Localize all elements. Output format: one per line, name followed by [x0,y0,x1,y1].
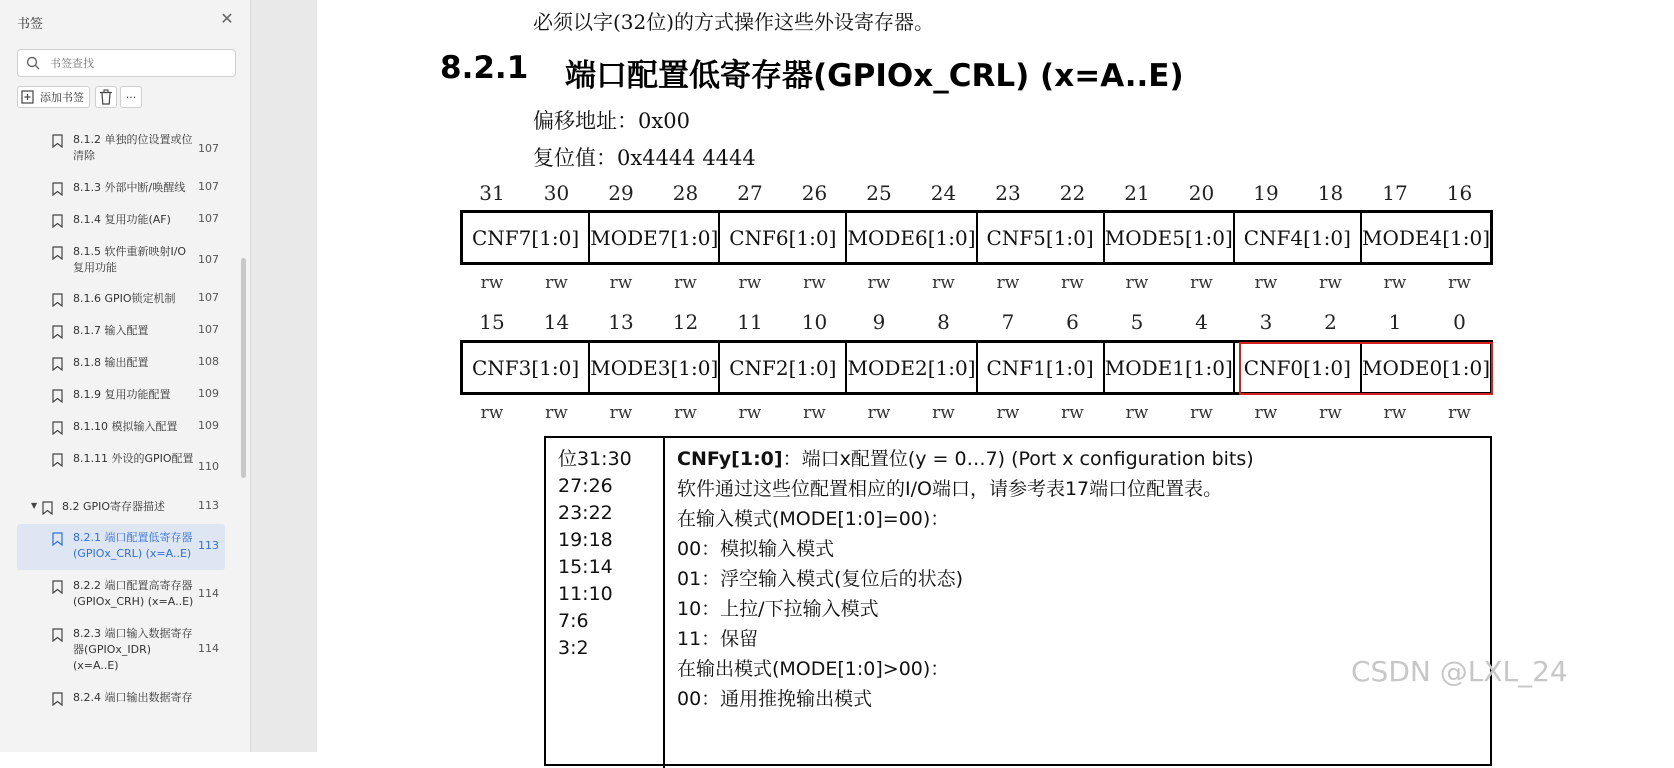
field-description-table [544,436,1492,766]
bit-number: 5 [1130,310,1144,334]
access-label: rw [738,273,762,293]
bookmark-item[interactable] [17,690,225,708]
bit-range: 11:10 [558,583,613,605]
viewer-gutter [251,0,317,752]
desc-line: 00：通用推挽输出模式 [677,688,873,710]
bookmark-icon [52,293,63,307]
bookmark-label: 8.1.11 外设的GPIO配置 [73,452,194,465]
access-label: rw [480,403,504,423]
bookmark-label: 8.1.3 外部中断/唤醒线 [73,181,186,194]
bookmark-item[interactable] [17,578,225,612]
bit-number: 3 [1259,310,1273,334]
bit-number: 11 [737,310,763,334]
bookmark-icon [52,246,63,260]
bit-range: 位31:30 [558,448,632,470]
access-label: rw [932,403,955,423]
bookmark-page: 109 [198,387,219,400]
bookmark-page: 107 [198,180,219,193]
bookmark-sidebar [0,0,251,752]
bookmark-label: 8.1.2 单独的位设置或位清除 [73,133,193,162]
document-page [317,0,1674,752]
bit-range: 3:2 [558,637,589,659]
desc-line: 在输入模式(MODE[1:0]=00)： [677,508,950,530]
bookmark-label: 8.2.4 端口输出数据寄存 [73,691,193,704]
watermark: CSDN @LXL_24 [1351,655,1568,688]
bookmark-item[interactable] [17,180,225,198]
bookmark-label: 8.2.2 端口配置高寄存器(GPIOx_CRH) (x=A..E) [73,579,194,608]
bookmark-page: 114 [198,642,219,655]
access-label: rw [1319,273,1342,293]
register-field: CNF3[1:0] [463,343,590,392]
more-options-button[interactable] [120,86,142,108]
bit-range: 7:6 [558,610,589,632]
bookmark-label: 8.1.10 模拟输入配置 [73,420,178,433]
access-label: rw [996,403,1020,423]
bookmark-icon [52,134,63,148]
add-bookmark-button[interactable] [17,86,90,108]
bookmark-page: 107 [198,212,219,225]
bookmark-page: 114 [198,587,219,600]
bookmark-search-box[interactable] [17,49,236,77]
bit-number: 14 [543,310,570,334]
bit-number: 4 [1195,310,1208,334]
bit-range: 15:14 [558,556,613,578]
bookmark-item[interactable] [17,323,225,341]
access-label: rw [1061,273,1084,293]
desc-title-bold: CNFy[1:0] [677,448,783,470]
add-bookmark-icon [18,89,40,105]
reset-value: 复位值：0x4444 4444 [533,146,756,170]
bit-number: 23 [995,181,1021,205]
bookmark-label: 8.1.4 复用功能(AF) [73,213,171,226]
bit-number: 15 [479,310,505,334]
bit-number: 12 [672,310,699,334]
desc-line: 00：模拟输入模式 [677,538,835,560]
bit-range: 23:22 [558,502,613,524]
bit-number: 20 [1188,181,1215,205]
access-label: rw [803,273,826,293]
access-label: rw [480,273,504,293]
bookmark-page: 113 [198,499,219,512]
register-field: MODE3[1:0] [590,343,720,392]
access-label: rw [1125,403,1149,423]
more-icon: ··· [125,90,137,104]
search-input[interactable] [50,54,230,72]
offset-address: 偏移地址：0x00 [533,109,690,133]
desc-line: 在输出模式(MODE[1:0]>00)： [677,658,950,680]
access-label: rw [1125,273,1149,293]
bookmark-icon [42,501,53,515]
access-label: rw [545,273,568,293]
bit-number: 6 [1066,310,1079,334]
bookmark-label: 8.2.3 端口输入数据寄存器(GPIOx_IDR) (x=A..E) [73,627,193,672]
bookmark-page: 107 [198,253,219,266]
access-label: rw [803,403,826,423]
register-field: MODE0[1:0] [1361,355,1490,380]
bit-number: 18 [1317,181,1344,205]
bookmark-icon [52,421,63,435]
bookmark-item[interactable] [17,451,225,485]
access-label: rw [738,403,762,423]
bit-range-column [558,446,632,662]
access-label: rw [674,403,697,423]
access-label: rw [1383,273,1407,293]
access-label: rw [674,273,697,293]
bookmark-icon [52,182,63,196]
bookmark-label: 8.1.5 软件重新映射I/O复用功能 [73,245,187,274]
intro-text: 必须以字(32位)的方式操作这些外设寄存器。 [533,10,935,34]
bit-number: 24 [930,181,957,205]
bookmark-item[interactable] [17,419,225,437]
desc-line: 01：浮空输入模式(复位后的状态) [677,568,964,590]
bookmark-item[interactable] [17,132,225,166]
register-field: MODE5[1:0] [1105,213,1235,262]
add-bookmark-label: 添加书签 [40,91,84,104]
bookmark-label: 8.2.1 端口配置低寄存器(GPIOx_CRL) (x=A..E) [73,531,193,560]
bookmark-group-gpio-registers[interactable] [17,499,225,517]
section-number: 8.2.1 [440,50,529,86]
caret-down-icon[interactable]: ▼ [31,501,38,510]
bookmark-page: 107 [198,291,219,304]
bit-number: 26 [801,181,828,205]
bookmark-label: 8.1.7 输入配置 [73,324,149,337]
bookmark-icon [52,532,63,546]
bookmark-item[interactable] [17,212,225,230]
bit-number: 1 [1388,310,1402,334]
bookmark-icon [52,692,63,706]
bookmark-icon [52,357,63,371]
register-field: MODE6[1:0] [847,213,977,262]
bookmark-item[interactable] [17,626,225,676]
register-field: MODE4[1:0] [1361,225,1490,250]
bookmark-page: 113 [198,539,219,552]
bit-number: 28 [672,181,699,205]
bit-number: 25 [866,181,892,205]
access-label: rw [1319,403,1342,423]
bit-number: 2 [1324,310,1337,334]
bit-number: 21 [1124,181,1150,205]
access-label: rw [996,273,1020,293]
bookmark-label: 8.1.9 复用功能配置 [73,388,171,401]
register-field: CNF1[1:0] [978,343,1105,392]
bit-number: 8 [937,310,950,334]
sidebar-scrollbar[interactable] [241,258,246,478]
desc-line: 10：上拉/下拉输入模式 [677,598,879,620]
bookmark-icon [52,453,63,467]
bookmark-item[interactable] [17,355,225,373]
desc-line: 11：保留 [677,628,759,650]
desc-line: 软件通过这些位配置相应的I/O端口，请参考表17端口位配置表。 [677,478,1223,500]
bit-number: 10 [801,310,828,334]
bit-number: 17 [1382,181,1408,205]
bookmark-item[interactable] [17,291,225,309]
register-field: CNF6[1:0] [720,213,847,262]
bit-number: 16 [1446,181,1473,205]
register-row-high [460,210,1493,265]
register-field: MODE7[1:0] [590,213,720,262]
register-field: CNF2[1:0] [720,343,847,392]
bookmark-page: 108 [198,355,219,368]
access-label: rw [545,403,568,423]
access-label: rw [609,273,633,293]
access-label: rw [1254,273,1278,293]
section-title: 端口配置低寄存器(GPIOx_CRL) (x=A..E) [565,58,1184,94]
bit-number: 7 [1001,310,1015,334]
register-field: MODE1[1:0] [1105,343,1235,392]
bit-number: 19 [1253,181,1279,205]
access-label: rw [867,403,891,423]
access-label: rw [1061,403,1084,423]
register-field: CNF0[1:0] [1235,343,1362,392]
bit-number: 22 [1059,181,1086,205]
bit-number: 27 [737,181,763,205]
access-label: rw [1190,403,1213,423]
bookmark-icon [52,580,63,594]
desc-title [677,444,1254,471]
bookmark-page: 110 [198,460,219,473]
access-label: rw [867,273,891,293]
access-label: rw [1448,403,1471,423]
register-field: MODE2[1:0] [847,343,977,392]
bit-number: 30 [543,181,570,205]
desc-title-rest: ：端口x配置位(y = 0…7) (Port x configuration bits) [782,448,1254,470]
sidebar-title: 书签 [17,17,44,32]
bookmark-icon [52,628,63,642]
access-label: rw [932,273,955,293]
bookmark-page: 107 [198,323,219,336]
bit-number: 9 [872,310,886,334]
bookmark-label: 8.1.6 GPIO锁定机制 [73,292,176,305]
delete-bookmark-button[interactable] [95,86,117,108]
bookmark-item[interactable] [17,244,225,278]
bit-number: 31 [479,181,505,205]
bookmark-icon [52,389,63,403]
bit-number: 13 [608,310,634,334]
access-label: rw [609,403,633,423]
bit-number: 29 [608,181,634,205]
register-field: CNF7[1:0] [463,213,590,262]
bookmark-icon [52,214,63,228]
bookmark-item[interactable] [17,387,225,405]
highlight-box [1239,342,1493,395]
bookmark-item-selected[interactable] [17,524,225,570]
trash-icon [99,89,113,105]
bookmark-label: 8.2 GPIO寄存器描述 [62,500,166,513]
access-label: rw [1254,403,1278,423]
bookmark-page: 109 [198,419,219,432]
access-label: rw [1448,273,1471,293]
bit-range: 19:18 [558,529,613,551]
access-label: rw [1190,273,1213,293]
register-field: CNF5[1:0] [978,213,1105,262]
bookmark-label: 8.1.8 输出配置 [73,356,149,369]
bit-range: 27:26 [558,475,613,497]
search-icon [26,56,40,70]
access-label: rw [1383,403,1407,423]
close-icon[interactable]: ✕ [220,9,234,28]
bit-number: 0 [1453,310,1466,334]
bookmark-icon [52,325,63,339]
table-divider [663,438,665,768]
bookmark-page: 107 [198,142,219,155]
register-field: CNF4[1:0] [1235,213,1362,262]
